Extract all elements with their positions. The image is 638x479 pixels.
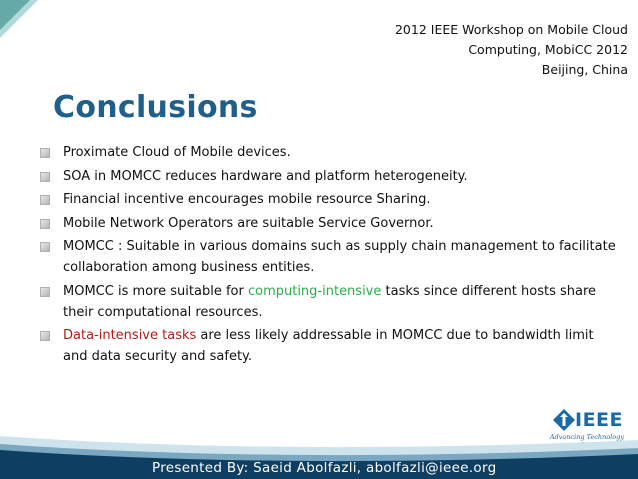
bullet-text: MOMCC : Suitable in various domains such as supply chain management to facilitate collaboration among business entities. xyxy=(63,239,616,275)
bullet-text: Mobile Network Operators are suitable Service Governor. xyxy=(63,215,434,231)
bullet-item xyxy=(40,142,620,163)
bullet-item xyxy=(40,236,620,278)
bullet-square-icon xyxy=(40,219,50,229)
conference-line-1: 2012 IEEE Workshop on Mobile Cloud xyxy=(394,22,628,37)
highlight-computing-intensive: computing-intensive xyxy=(247,283,382,299)
bullet-square-icon xyxy=(40,195,50,205)
highlight-data-intensive: Data-intensive tasks xyxy=(63,328,197,343)
bullet-item xyxy=(40,189,620,210)
bullet-text: SOA in MOMCC reduces hardware and platform heterogeneity. xyxy=(63,168,468,184)
bullet-item xyxy=(40,213,620,234)
bullet-text-post: tasks since different hosts share their computational resources. xyxy=(63,283,597,320)
presenter-credit: Presented By: Saeid Abolfazli, abolfazli@ieee.org xyxy=(152,460,497,476)
bullet-square-icon xyxy=(40,331,50,341)
slide-title: Conclusions xyxy=(53,90,258,125)
bullet-item xyxy=(40,281,620,323)
bullet-list xyxy=(40,142,620,370)
bullet-text: Financial incentive encourages mobile resource Sharing. xyxy=(63,192,431,207)
ieee-tagline-1: Advancing Technology xyxy=(549,433,624,441)
bullet-square-icon xyxy=(40,172,50,182)
bullet-square-icon xyxy=(40,242,50,252)
conference-line-2: Computing, MobiCC 2012 xyxy=(468,42,628,57)
bullet-square-icon xyxy=(40,148,50,158)
bullet-text: Proximate Cloud of Mobile devices. xyxy=(63,145,291,160)
bullet-item xyxy=(40,166,620,187)
bullet-square-icon xyxy=(40,287,50,297)
corner-decoration xyxy=(0,0,48,48)
bullet-item xyxy=(40,325,620,367)
ieee-wordmark: IEEE xyxy=(575,409,624,431)
bullet-text-pre: MOMCC is more suitable for xyxy=(63,283,248,299)
ieee-diamond-icon xyxy=(553,409,575,431)
conference-line-3: Beijing, China xyxy=(541,62,628,77)
bullet-text-post: are less likely addressable in MOMCC due to bandwidth limit and data security and safety. xyxy=(63,328,594,364)
conference-header xyxy=(328,20,628,80)
